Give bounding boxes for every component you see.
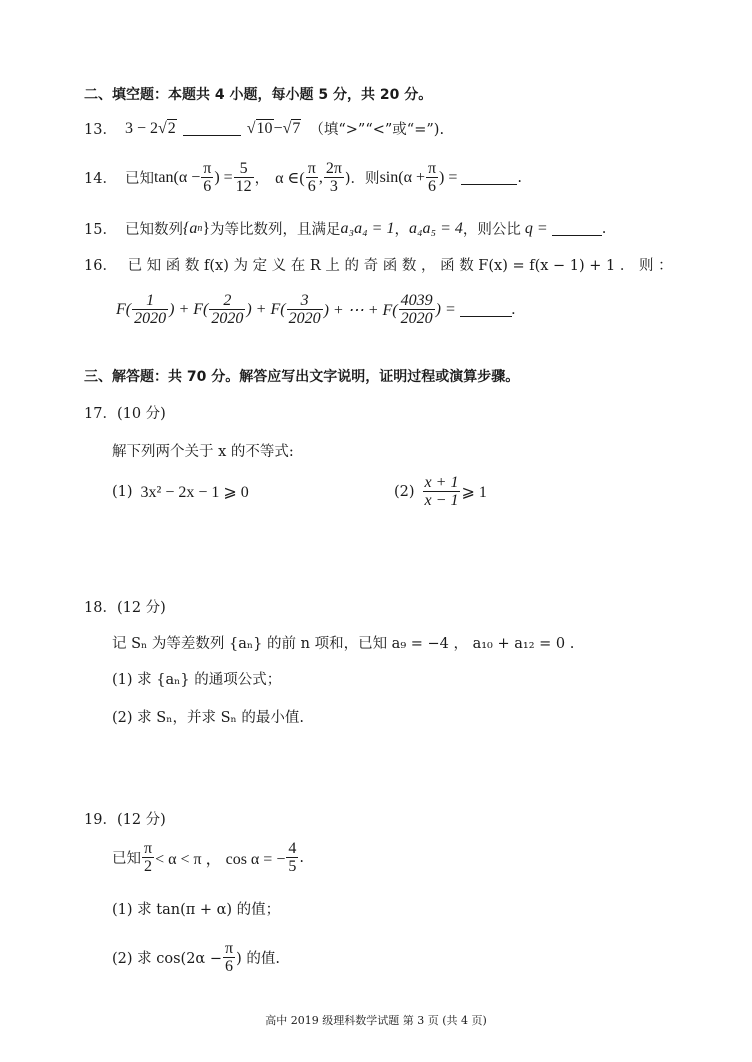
q19-part-2	[112, 940, 280, 975]
q19-frac-pi-2: $\frac{\pi}{2}$	[144, 840, 153, 875]
q17-p1-expr: 3x² − 2x − 1 ⩾ 0	[140, 484, 249, 501]
q16-frac-3: $\frac{3}{2020}$	[288, 292, 321, 327]
q18-part-2: (2) 求 Sₙ，并求 Sₙ 的最小值.	[112, 710, 304, 726]
q19-p2-b: ) 的值.	[236, 951, 280, 967]
q14-number: 14．	[84, 171, 117, 187]
q16-dots: ) + ⋯ + F(	[323, 301, 398, 319]
q15-text1: 已知数列	[124, 222, 183, 238]
section2-title: 二、填空题：本题共 4 小题，每小题 5 分，共 20 分。	[84, 87, 433, 103]
q19-frac-4-5: $\frac{4}{5}$	[288, 840, 297, 875]
q16-frac-1: $\frac{1}{2020}$	[134, 292, 167, 327]
q13-number: 13．	[84, 122, 117, 138]
q13-radicand-2: 10	[256, 119, 273, 137]
q17-p1-label: (1)	[112, 484, 133, 500]
q14-eq-b: ) =	[439, 168, 458, 186]
question-13: 13． 3 − 2 √2 √10 − √7 （填“>”“<”或“=”).	[84, 119, 445, 138]
q19-p2-a: (2) 求 cos(2α −	[112, 951, 222, 967]
q18-line1: 记 Sₙ 为等差数列 {aₙ} 的前 n 项和，已知 a₉ = −4 ， a₁₀ + a₁₂ = 0 .	[112, 636, 575, 652]
question-15	[84, 218, 606, 239]
q15-text2: 为等比数列，且满足	[210, 222, 341, 238]
q16-frac-4039: $\frac{4039}{2020}$	[400, 292, 433, 327]
q16-plus-2: ) + F(	[246, 300, 286, 318]
q13-answer-blank[interactable]	[183, 121, 241, 136]
question-16	[84, 254, 673, 275]
q19-frac-pi-6: $\frac{\pi}{6}$	[224, 940, 234, 975]
q16-answer-blank[interactable]	[460, 302, 512, 317]
q14-answer-blank[interactable]	[461, 170, 517, 185]
q17-part-1	[112, 482, 249, 502]
q16-end: .	[511, 300, 516, 318]
q15-end: .	[601, 220, 607, 237]
q15-comma: ，	[394, 222, 409, 238]
q14-frac-2pi-3: $\frac{2\pi}{3}$	[325, 160, 342, 195]
q14-alpha-in: α ∈(	[275, 169, 305, 187]
q17-p2-frac: $\frac{x + 1}{x - 1}$	[424, 474, 459, 509]
q19-part-1: (1) 求 tan(π + α) 的值；	[112, 902, 281, 918]
q14-pre: 已知	[124, 171, 154, 187]
q16-sum	[116, 292, 516, 327]
q14-comma: ，	[254, 171, 270, 187]
section3-title: 三、解答题：共 70 分。解答应写出文字说明，证明过程或演算步骤。	[84, 369, 520, 385]
q15-answer-blank[interactable]	[552, 221, 602, 236]
q17-intro: 解下列两个关于 x 的不等式:	[112, 444, 294, 460]
q13-hint: （填“>”“<”或“=”).	[309, 122, 445, 138]
q15-cond1: a₃a₄ = 1	[340, 219, 395, 237]
q13-radicand-3: 7	[292, 119, 301, 137]
q19-head: 19．(12 分)	[84, 812, 166, 828]
q15-cond2: a₄a₅ = 4	[408, 219, 463, 237]
q18-part-1: (1) 求 {aₙ} 的通项公式；	[112, 672, 282, 688]
q16-F1: F(	[116, 300, 132, 318]
q14-frac-pi6b: $\frac{\pi}{6}$	[307, 160, 316, 195]
page-footer: 高中 2019 级理科数学试题 第 3 页 (共 4 页)	[265, 1014, 487, 1027]
q14-sin: sin(α +	[379, 168, 425, 186]
q19-given	[112, 840, 304, 875]
question-14: 14． 已知 tan(α − $\frac{\pi}{6}$ ) = $\frac{5}{12}$ ， α ∈( $\frac{\pi}{6}$ , $\frac{2\pi}{3}$ )．则 sin(α + $\frac{\pi}{6}$ ) = .	[84, 160, 523, 195]
q14-end: .	[517, 169, 523, 186]
q19-mid: < α < π ， cos α = −	[155, 851, 286, 868]
q16-line1: 已 知 函 数 f(x) 为 定 义 在 R 上 的 奇 函 数 ， 函 数 F(x) = f(x − 1) + 1 ． 则 ：	[127, 258, 673, 274]
q16-number: 16．	[84, 258, 117, 274]
q19-pre: 已知	[112, 851, 141, 867]
q16-frac-2: $\frac{2}{2020}$	[211, 292, 244, 327]
q16-eq: ) =	[435, 300, 456, 318]
q15-seq-close: }	[202, 219, 211, 237]
q14-tan: tan(α −	[153, 168, 201, 186]
q17-part-2	[394, 474, 487, 509]
q17-p2-rel: ⩾ 1	[461, 483, 487, 501]
q17-p2-label: (2)	[394, 483, 415, 500]
q14-frac-pi-6-b: $\frac{\pi}{6}$	[427, 160, 437, 195]
q14-close: )．则	[344, 171, 380, 187]
q15-q: q =	[524, 219, 548, 237]
q15-sub-n: n	[197, 223, 203, 234]
q15-number: 15．	[84, 222, 117, 238]
q18-head: 18．(12 分)	[84, 600, 166, 616]
q13-radicand-1: 2	[167, 119, 176, 137]
q14-frac-5-12: $\frac{5}{12}$	[235, 160, 252, 195]
q15-text3: ，则公比	[462, 222, 521, 238]
q15-seq: {a	[182, 219, 198, 237]
q14-eq: ) =	[214, 168, 233, 186]
q13-minus: −	[273, 119, 283, 137]
q19-end: .	[299, 849, 304, 866]
q13-lhs: 3 − 2	[124, 119, 158, 137]
q17-head: 17．(10 分)	[84, 406, 166, 422]
q16-plus-1: ) + F(	[169, 300, 209, 318]
q14-frac-pi-6: $\frac{\pi}{6}$	[203, 160, 212, 195]
